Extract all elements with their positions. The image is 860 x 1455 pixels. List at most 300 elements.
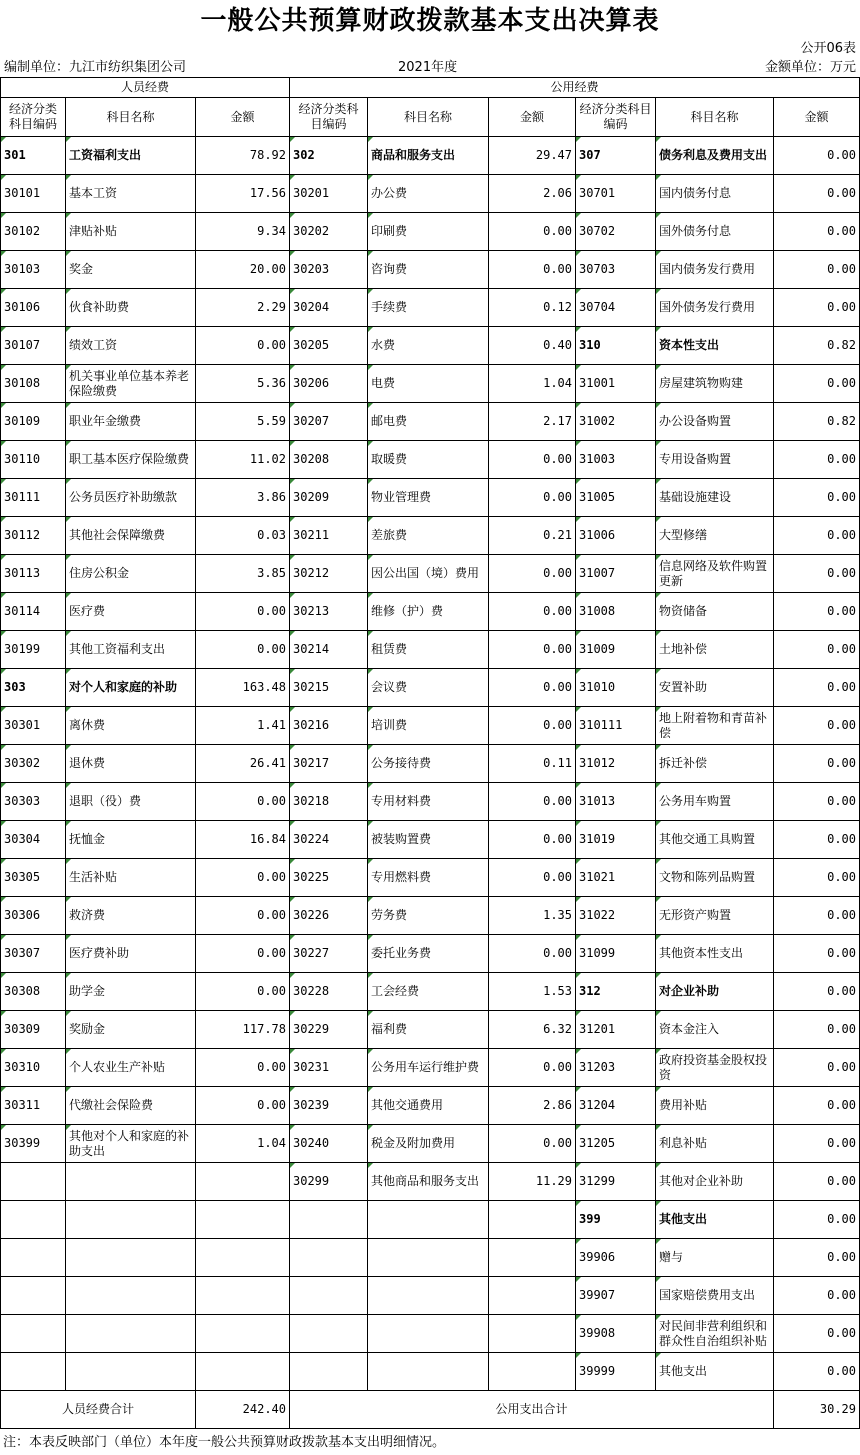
- personnel-amount-cell: 163.48: [196, 669, 290, 707]
- public-capital-code-cell: 31001: [576, 365, 656, 403]
- public-goods-name-cell: 租赁费: [368, 631, 489, 669]
- table-row: [1, 1201, 860, 1239]
- public-goods-name-cell: 工会经费: [368, 973, 489, 1011]
- public-goods-name-cell: 专用材料费: [368, 783, 489, 821]
- public-goods-code-cell: 30204: [290, 289, 368, 327]
- table-row: [1, 1125, 860, 1163]
- public-capital-name-cell: 国内债务付息: [656, 175, 774, 213]
- public-goods-amount-cell: 0.00: [489, 631, 576, 669]
- personnel-amount-cell: 1.04: [196, 1125, 290, 1163]
- public-capital-name-cell: 无形资产购置: [656, 897, 774, 935]
- table-row: [1, 1087, 860, 1125]
- public-goods-code-cell: 30239: [290, 1087, 368, 1125]
- personnel-code-cell: 303: [1, 669, 66, 707]
- personnel-amount-cell: [196, 1353, 290, 1391]
- public-capital-code-cell: 30702: [576, 213, 656, 251]
- public-capital-name-cell: 资本性支出: [656, 327, 774, 365]
- personnel-name-cell: 对个人和家庭的补助: [66, 669, 196, 707]
- public-capital-amount-cell: 0.00: [774, 859, 860, 897]
- personnel-total-value: 242.40: [196, 1391, 290, 1429]
- public-goods-amount-cell: 0.00: [489, 935, 576, 973]
- public-capital-code-cell: 310: [576, 327, 656, 365]
- public-capital-name-cell: 费用补贴: [656, 1087, 774, 1125]
- public-capital-code-cell: 31009: [576, 631, 656, 669]
- public-goods-code-cell: [290, 1353, 368, 1391]
- public-capital-name-cell: 文物和陈列品购置: [656, 859, 774, 897]
- footnote: 注：本表反映部门（单位）本年度一般公共预算财政拨款基本支出明细情况。: [3, 1435, 446, 1450]
- table-row: [1, 555, 860, 593]
- personnel-name-cell: 个人农业生产补贴: [66, 1049, 196, 1087]
- public-capital-code-cell: 31008: [576, 593, 656, 631]
- public-capital-name-cell: 国外债务付息: [656, 213, 774, 251]
- form-number: 公开06表: [800, 41, 856, 56]
- personnel-code-cell: 30108: [1, 365, 66, 403]
- public-goods-amount-cell: 0.00: [489, 821, 576, 859]
- personnel-amount-cell: 0.00: [196, 935, 290, 973]
- public-goods-amount-cell: 0.00: [489, 859, 576, 897]
- public-goods-name-cell: 福利费: [368, 1011, 489, 1049]
- public-goods-code-cell: 30229: [290, 1011, 368, 1049]
- public-capital-name-cell: 房屋建筑物购建: [656, 365, 774, 403]
- table-row: [1, 479, 860, 517]
- public-capital-code-cell: 31005: [576, 479, 656, 517]
- public-capital-code-cell: 31022: [576, 897, 656, 935]
- public-capital-name-cell: 国家赔偿费用支出: [656, 1277, 774, 1315]
- public-capital-code-cell: 399: [576, 1201, 656, 1239]
- personnel-amount-cell: 0.00: [196, 631, 290, 669]
- public-goods-code-cell: 30214: [290, 631, 368, 669]
- col-header-code: 经济分类科目编码: [576, 98, 656, 137]
- public-total-value: 30.29: [774, 1391, 860, 1429]
- amount-unit: 金额单位：万元: [764, 60, 856, 75]
- public-goods-amount-cell: 6.32: [489, 1011, 576, 1049]
- personnel-name-cell: 抚恤金: [66, 821, 196, 859]
- public-capital-code-cell: 31201: [576, 1011, 656, 1049]
- personnel-amount-cell: 3.86: [196, 479, 290, 517]
- public-goods-name-cell: 邮电费: [368, 403, 489, 441]
- public-goods-name-cell: 税金及附加费用: [368, 1125, 489, 1163]
- table-row: [1, 935, 860, 973]
- personnel-name-cell: 公务员医疗补助缴款: [66, 479, 196, 517]
- public-capital-code-cell: 31003: [576, 441, 656, 479]
- personnel-amount-cell: [196, 1201, 290, 1239]
- table-row: [1, 1011, 860, 1049]
- public-capital-amount-cell: 0.00: [774, 669, 860, 707]
- table-row: [1, 175, 860, 213]
- public-capital-amount-cell: 0.00: [774, 783, 860, 821]
- public-capital-amount-cell: 0.00: [774, 441, 860, 479]
- public-goods-code-cell: 30218: [290, 783, 368, 821]
- personnel-code-cell: 30112: [1, 517, 66, 555]
- col-header-code: 经济分类科目编码: [290, 98, 368, 137]
- personnel-name-cell: [66, 1315, 196, 1353]
- public-capital-name-cell: 信息网络及软件购置更新: [656, 555, 774, 593]
- personnel-code-cell: 30107: [1, 327, 66, 365]
- personnel-amount-cell: 0.00: [196, 593, 290, 631]
- public-capital-name-cell: 地上附着物和青苗补偿: [656, 707, 774, 745]
- public-goods-name-cell: [368, 1315, 489, 1353]
- personnel-code-cell: 30308: [1, 973, 66, 1011]
- personnel-amount-cell: 2.29: [196, 289, 290, 327]
- personnel-code-cell: 30305: [1, 859, 66, 897]
- table-row: [1, 1315, 860, 1353]
- personnel-amount-cell: 5.59: [196, 403, 290, 441]
- fiscal-year: 2021年度: [398, 60, 458, 75]
- public-goods-code-cell: 302: [290, 137, 368, 175]
- personnel-name-cell: [66, 1239, 196, 1277]
- public-goods-code-cell: 30212: [290, 555, 368, 593]
- public-goods-amount-cell: 0.00: [489, 593, 576, 631]
- personnel-code-cell: 30309: [1, 1011, 66, 1049]
- personnel-code-cell: 30399: [1, 1125, 66, 1163]
- public-goods-name-cell: 委托业务费: [368, 935, 489, 973]
- public-capital-amount-cell: 0.82: [774, 327, 860, 365]
- public-goods-amount-cell: 2.06: [489, 175, 576, 213]
- public-goods-name-cell: 维修（护）费: [368, 593, 489, 631]
- public-goods-name-cell: 培训费: [368, 707, 489, 745]
- public-goods-name-cell: 咨询费: [368, 251, 489, 289]
- public-goods-name-cell: 差旅费: [368, 517, 489, 555]
- personnel-amount-cell: 9.34: [196, 213, 290, 251]
- public-capital-amount-cell: 0.00: [774, 555, 860, 593]
- public-capital-amount-cell: 0.00: [774, 251, 860, 289]
- table-row: [1, 745, 860, 783]
- table-row: [1, 1353, 860, 1391]
- personnel-amount-cell: 17.56: [196, 175, 290, 213]
- public-capital-code-cell: 30701: [576, 175, 656, 213]
- public-capital-name-cell: 赠与: [656, 1239, 774, 1277]
- public-capital-amount-cell: 0.00: [774, 1315, 860, 1353]
- public-goods-amount-cell: 2.17: [489, 403, 576, 441]
- personnel-name-cell: [66, 1277, 196, 1315]
- public-capital-code-cell: 31021: [576, 859, 656, 897]
- personnel-name-cell: 职工基本医疗保险缴费: [66, 441, 196, 479]
- personnel-name-cell: 医疗费补助: [66, 935, 196, 973]
- public-goods-amount-cell: 0.00: [489, 479, 576, 517]
- col-header-name: 科目名称: [368, 98, 489, 137]
- personnel-code-cell: [1, 1201, 66, 1239]
- reporting-unit: 编制单位：九江市纺织集团公司: [4, 60, 187, 75]
- table-row: [1, 1163, 860, 1201]
- col-header-code: 经济分类科目编码: [1, 98, 66, 137]
- personnel-amount-cell: 0.00: [196, 1049, 290, 1087]
- public-goods-name-cell: 商品和服务支出: [368, 137, 489, 175]
- public-capital-code-cell: 31002: [576, 403, 656, 441]
- public-capital-name-cell: 其他支出: [656, 1201, 774, 1239]
- personnel-code-cell: 30101: [1, 175, 66, 213]
- personnel-name-cell: 奖金: [66, 251, 196, 289]
- public-capital-amount-cell: 0.00: [774, 213, 860, 251]
- personnel-name-cell: [66, 1353, 196, 1391]
- public-capital-name-cell: 对企业补助: [656, 973, 774, 1011]
- public-goods-code-cell: 30231: [290, 1049, 368, 1087]
- public-capital-amount-cell: 0.82: [774, 403, 860, 441]
- personnel-name-cell: 工资福利支出: [66, 137, 196, 175]
- personnel-name-cell: 退职（役）费: [66, 783, 196, 821]
- public-goods-name-cell: 印刷费: [368, 213, 489, 251]
- public-capital-name-cell: 拆迁补偿: [656, 745, 774, 783]
- public-capital-amount-cell: 0.00: [774, 365, 860, 403]
- report-title: 一般公共预算财政拨款基本支出决算表: [200, 6, 660, 36]
- table-row: [1, 821, 860, 859]
- public-capital-amount-cell: 0.00: [774, 137, 860, 175]
- personnel-name-cell: 奖励金: [66, 1011, 196, 1049]
- personnel-code-cell: 30102: [1, 213, 66, 251]
- public-goods-code-cell: 30227: [290, 935, 368, 973]
- public-capital-code-cell: 39906: [576, 1239, 656, 1277]
- personnel-code-cell: 30307: [1, 935, 66, 973]
- public-goods-amount-cell: 0.11: [489, 745, 576, 783]
- public-capital-code-cell: 31203: [576, 1049, 656, 1087]
- col-header-amount: 金额: [196, 98, 290, 137]
- public-capital-amount-cell: 0.00: [774, 1239, 860, 1277]
- personnel-amount-cell: 0.03: [196, 517, 290, 555]
- table-row: [1, 441, 860, 479]
- personnel-amount-cell: 0.00: [196, 897, 290, 935]
- col-header-amount: 金额: [489, 98, 576, 137]
- public-capital-code-cell: 31204: [576, 1087, 656, 1125]
- table-row: [1, 137, 860, 175]
- public-goods-amount-cell: 0.00: [489, 1125, 576, 1163]
- group-header-public: 公用经费: [290, 78, 860, 98]
- public-goods-name-cell: 物业管理费: [368, 479, 489, 517]
- public-capital-name-cell: 其他交通工具购置: [656, 821, 774, 859]
- personnel-amount-cell: 11.02: [196, 441, 290, 479]
- public-goods-code-cell: 30299: [290, 1163, 368, 1201]
- public-capital-name-cell: 资本金注入: [656, 1011, 774, 1049]
- public-capital-code-cell: 31299: [576, 1163, 656, 1201]
- personnel-name-cell: 伙食补助费: [66, 289, 196, 327]
- public-capital-code-cell: 39999: [576, 1353, 656, 1391]
- personnel-code-cell: 30106: [1, 289, 66, 327]
- personnel-code-cell: [1, 1277, 66, 1315]
- personnel-code-cell: 30199: [1, 631, 66, 669]
- personnel-amount-cell: 5.36: [196, 365, 290, 403]
- table-row: [1, 897, 860, 935]
- public-capital-name-cell: 债务利息及费用支出: [656, 137, 774, 175]
- public-capital-amount-cell: 0.00: [774, 1353, 860, 1391]
- public-goods-amount-cell: 0.00: [489, 669, 576, 707]
- public-capital-name-cell: 其他支出: [656, 1353, 774, 1391]
- public-goods-code-cell: 30208: [290, 441, 368, 479]
- table-row: [1, 593, 860, 631]
- personnel-code-cell: 30111: [1, 479, 66, 517]
- public-capital-name-cell: 政府投资基金股权投资: [656, 1049, 774, 1087]
- table-row: [1, 1239, 860, 1277]
- public-goods-amount-cell: 11.29: [489, 1163, 576, 1201]
- public-goods-amount-cell: 29.47: [489, 137, 576, 175]
- personnel-code-cell: 30114: [1, 593, 66, 631]
- personnel-code-cell: 30304: [1, 821, 66, 859]
- personnel-code-cell: 30311: [1, 1087, 66, 1125]
- public-goods-amount-cell: 0.00: [489, 251, 576, 289]
- public-capital-amount-cell: 0.00: [774, 935, 860, 973]
- personnel-amount-cell: [196, 1239, 290, 1277]
- public-capital-code-cell: 31019: [576, 821, 656, 859]
- personnel-name-cell: 助学金: [66, 973, 196, 1011]
- personnel-amount-cell: 0.00: [196, 783, 290, 821]
- expenditure-table: [0, 77, 860, 1429]
- public-goods-code-cell: 30203: [290, 251, 368, 289]
- table-body: [1, 137, 860, 1391]
- personnel-name-cell: 救济费: [66, 897, 196, 935]
- public-goods-amount-cell: 1.53: [489, 973, 576, 1011]
- personnel-name-cell: 住房公积金: [66, 555, 196, 593]
- public-capital-code-cell: 39907: [576, 1277, 656, 1315]
- public-capital-code-cell: 31013: [576, 783, 656, 821]
- public-capital-code-cell: 30704: [576, 289, 656, 327]
- personnel-code-cell: 30303: [1, 783, 66, 821]
- public-goods-amount-cell: [489, 1315, 576, 1353]
- public-capital-amount-cell: 0.00: [774, 479, 860, 517]
- table-row: [1, 631, 860, 669]
- public-capital-amount-cell: 0.00: [774, 821, 860, 859]
- public-capital-name-cell: 办公设备购置: [656, 403, 774, 441]
- public-goods-name-cell: 公务接待费: [368, 745, 489, 783]
- public-goods-code-cell: 30217: [290, 745, 368, 783]
- personnel-amount-cell: [196, 1163, 290, 1201]
- public-goods-code-cell: 30206: [290, 365, 368, 403]
- public-capital-name-cell: 物资储备: [656, 593, 774, 631]
- personnel-amount-cell: 78.92: [196, 137, 290, 175]
- public-capital-code-cell: 39908: [576, 1315, 656, 1353]
- personnel-amount-cell: 0.00: [196, 327, 290, 365]
- public-goods-code-cell: 30209: [290, 479, 368, 517]
- public-capital-code-cell: 31010: [576, 669, 656, 707]
- public-capital-amount-cell: 0.00: [774, 1163, 860, 1201]
- public-capital-name-cell: 安置补助: [656, 669, 774, 707]
- public-capital-name-cell: 对民间非营利组织和群众性自治组织补贴: [656, 1315, 774, 1353]
- public-capital-amount-cell: 0.00: [774, 631, 860, 669]
- personnel-code-cell: [1, 1239, 66, 1277]
- table-row: [1, 707, 860, 745]
- public-goods-amount-cell: 0.00: [489, 707, 576, 745]
- personnel-name-cell: 离休费: [66, 707, 196, 745]
- personnel-name-cell: 退休费: [66, 745, 196, 783]
- public-goods-amount-cell: 2.86: [489, 1087, 576, 1125]
- personnel-name-cell: 基本工资: [66, 175, 196, 213]
- personnel-code-cell: [1, 1163, 66, 1201]
- personnel-code-cell: 30103: [1, 251, 66, 289]
- personnel-amount-cell: 0.00: [196, 1087, 290, 1125]
- public-goods-amount-cell: 1.35: [489, 897, 576, 935]
- public-goods-code-cell: 30228: [290, 973, 368, 1011]
- table-row: [1, 327, 860, 365]
- personnel-code-cell: 30110: [1, 441, 66, 479]
- public-goods-code-cell: 30224: [290, 821, 368, 859]
- public-capital-name-cell: 公务用车购置: [656, 783, 774, 821]
- personnel-amount-cell: [196, 1277, 290, 1315]
- public-capital-name-cell: 土地补偿: [656, 631, 774, 669]
- public-capital-name-cell: 其他对企业补助: [656, 1163, 774, 1201]
- public-capital-code-cell: 310111: [576, 707, 656, 745]
- public-capital-amount-cell: 0.00: [774, 175, 860, 213]
- public-goods-code-cell: 30215: [290, 669, 368, 707]
- public-capital-name-cell: 大型修缮: [656, 517, 774, 555]
- table-row: [1, 859, 860, 897]
- public-capital-name-cell: 专用设备购置: [656, 441, 774, 479]
- personnel-name-cell: 生活补贴: [66, 859, 196, 897]
- public-goods-code-cell: [290, 1315, 368, 1353]
- personnel-name-cell: [66, 1201, 196, 1239]
- personnel-name-cell: 机关事业单位基本养老保险缴费: [66, 365, 196, 403]
- public-goods-code-cell: [290, 1239, 368, 1277]
- table-row: [1, 251, 860, 289]
- public-goods-code-cell: 30240: [290, 1125, 368, 1163]
- public-goods-code-cell: 30211: [290, 517, 368, 555]
- public-goods-name-cell: 其他商品和服务支出: [368, 1163, 489, 1201]
- public-goods-amount-cell: 0.00: [489, 441, 576, 479]
- table-row: [1, 669, 860, 707]
- public-capital-code-cell: 312: [576, 973, 656, 1011]
- public-capital-amount-cell: 0.00: [774, 1011, 860, 1049]
- personnel-name-cell: 其他社会保障缴费: [66, 517, 196, 555]
- personnel-code-cell: 30301: [1, 707, 66, 745]
- public-goods-name-cell: 劳务费: [368, 897, 489, 935]
- table-row: [1, 365, 860, 403]
- table-row: [1, 783, 860, 821]
- personnel-code-cell: [1, 1353, 66, 1391]
- col-header-amount: 金额: [774, 98, 860, 137]
- personnel-name-cell: 津贴补贴: [66, 213, 196, 251]
- public-goods-code-cell: 30201: [290, 175, 368, 213]
- public-capital-code-cell: 31007: [576, 555, 656, 593]
- personnel-name-cell: [66, 1163, 196, 1201]
- table-row: [1, 289, 860, 327]
- public-goods-code-cell: 30213: [290, 593, 368, 631]
- public-goods-name-cell: [368, 1353, 489, 1391]
- public-capital-amount-cell: 0.00: [774, 1277, 860, 1315]
- public-total-label: 公用支出合计: [290, 1391, 774, 1429]
- personnel-name-cell: 代缴社会保险费: [66, 1087, 196, 1125]
- public-capital-amount-cell: 0.00: [774, 289, 860, 327]
- personnel-name-cell: 职业年金缴费: [66, 403, 196, 441]
- public-goods-amount-cell: 0.00: [489, 783, 576, 821]
- table-row: [1, 1277, 860, 1315]
- personnel-amount-cell: 3.85: [196, 555, 290, 593]
- public-goods-name-cell: 取暖费: [368, 441, 489, 479]
- public-goods-amount-cell: [489, 1277, 576, 1315]
- personnel-total-label: 人员经费合计: [1, 1391, 196, 1429]
- public-capital-amount-cell: 0.00: [774, 1201, 860, 1239]
- public-capital-amount-cell: 0.00: [774, 745, 860, 783]
- public-goods-code-cell: 30225: [290, 859, 368, 897]
- public-goods-code-cell: 30202: [290, 213, 368, 251]
- personnel-name-cell: 绩效工资: [66, 327, 196, 365]
- public-capital-name-cell: 国外债务发行费用: [656, 289, 774, 327]
- public-goods-amount-cell: 0.00: [489, 1049, 576, 1087]
- public-goods-amount-cell: 0.00: [489, 555, 576, 593]
- public-goods-name-cell: 水费: [368, 327, 489, 365]
- personnel-name-cell: 其他工资福利支出: [66, 631, 196, 669]
- public-goods-name-cell: [368, 1201, 489, 1239]
- public-goods-amount-cell: 0.21: [489, 517, 576, 555]
- personnel-amount-cell: 16.84: [196, 821, 290, 859]
- public-goods-name-cell: 手续费: [368, 289, 489, 327]
- col-header-name: 科目名称: [66, 98, 196, 137]
- public-goods-name-cell: 会议费: [368, 669, 489, 707]
- public-goods-name-cell: 被装购置费: [368, 821, 489, 859]
- public-goods-name-cell: 其他交通费用: [368, 1087, 489, 1125]
- group-header-personnel: 人员经费: [1, 78, 290, 98]
- public-goods-name-cell: 公务用车运行维护费: [368, 1049, 489, 1087]
- public-capital-amount-cell: 0.00: [774, 973, 860, 1011]
- public-goods-name-cell: 因公出国（境）费用: [368, 555, 489, 593]
- personnel-name-cell: 医疗费: [66, 593, 196, 631]
- public-capital-code-cell: 307: [576, 137, 656, 175]
- table-row: [1, 973, 860, 1011]
- public-capital-amount-cell: 0.00: [774, 517, 860, 555]
